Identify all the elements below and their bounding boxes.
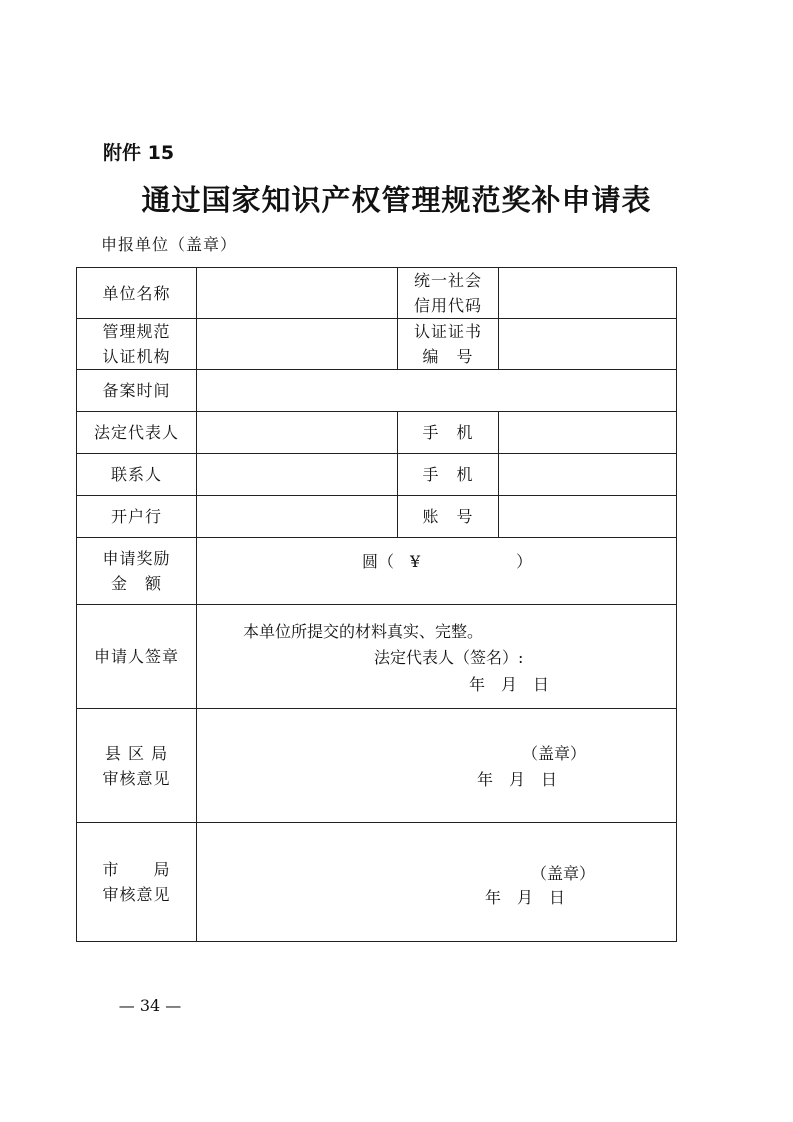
table-row bbox=[77, 370, 677, 412]
contact-phone-field[interactable] bbox=[499, 454, 677, 496]
table-row bbox=[77, 496, 677, 538]
applicant-unit-label: 申报单位（盖章） bbox=[101, 235, 238, 254]
award-amount-label: 申请奖励 金 额 bbox=[77, 538, 197, 605]
record-time-field[interactable] bbox=[197, 370, 677, 412]
attachment-label: 附件 15 bbox=[103, 142, 175, 164]
city-review-label: 市 局 审核意见 bbox=[77, 823, 197, 942]
record-time-label: 备案时间 bbox=[77, 370, 197, 412]
city-review-field[interactable] bbox=[197, 823, 677, 942]
account-field[interactable] bbox=[499, 496, 677, 538]
cert-org-field[interactable] bbox=[197, 319, 398, 370]
bank-field[interactable] bbox=[197, 496, 398, 538]
table-row bbox=[77, 823, 677, 942]
city-date-text: 年 月 日 bbox=[485, 888, 566, 907]
legal-sign-text: 法定代表人（签名）: bbox=[374, 648, 524, 667]
unit-name-label: 单位名称 bbox=[77, 268, 197, 319]
county-seal-text: （盖章） bbox=[522, 744, 587, 763]
county-review-field[interactable] bbox=[197, 709, 677, 823]
legal-rep-label: 法定代表人 bbox=[77, 412, 197, 454]
page-title: 通过国家知识产权管理规范奖补申请表 bbox=[141, 183, 652, 217]
page-number: — 34 — bbox=[118, 996, 182, 1015]
declaration-text: 本单位所提交的材料真实、完整。 bbox=[243, 622, 484, 641]
credit-code-field[interactable] bbox=[499, 268, 677, 319]
cert-number-label: 认证证书 编 号 bbox=[398, 319, 499, 370]
cert-org-label: 管理规范 认证机构 bbox=[77, 319, 197, 370]
amount-text: 圆（ ¥ ） bbox=[362, 551, 533, 571]
contact-phone-label: 手 机 bbox=[398, 454, 499, 496]
table-row bbox=[77, 412, 677, 454]
bank-label: 开户行 bbox=[77, 496, 197, 538]
award-amount-field[interactable] bbox=[197, 538, 677, 605]
sign-date-text: 年 月 日 bbox=[469, 675, 550, 694]
county-review-label: 县 区 局 审核意见 bbox=[77, 709, 197, 823]
county-date-text: 年 月 日 bbox=[477, 770, 558, 789]
cert-number-field[interactable] bbox=[499, 319, 677, 370]
contact-label: 联系人 bbox=[77, 454, 197, 496]
table-row bbox=[77, 268, 677, 319]
account-label: 账 号 bbox=[398, 496, 499, 538]
city-seal-text: （盖章） bbox=[531, 864, 596, 883]
table-row bbox=[77, 454, 677, 496]
phone-field[interactable] bbox=[499, 412, 677, 454]
phone-label: 手 机 bbox=[398, 412, 499, 454]
application-form-table bbox=[76, 267, 677, 942]
table-row bbox=[77, 319, 677, 370]
table-row bbox=[77, 538, 677, 605]
applicant-sign-label: 申请人签章 bbox=[77, 605, 197, 709]
credit-code-label: 统一社会 信用代码 bbox=[398, 268, 499, 319]
table-row bbox=[77, 709, 677, 823]
contact-field[interactable] bbox=[197, 454, 398, 496]
legal-rep-field[interactable] bbox=[197, 412, 398, 454]
applicant-sign-field[interactable] bbox=[197, 605, 677, 709]
unit-name-field[interactable] bbox=[197, 268, 398, 319]
table-row bbox=[77, 605, 677, 709]
